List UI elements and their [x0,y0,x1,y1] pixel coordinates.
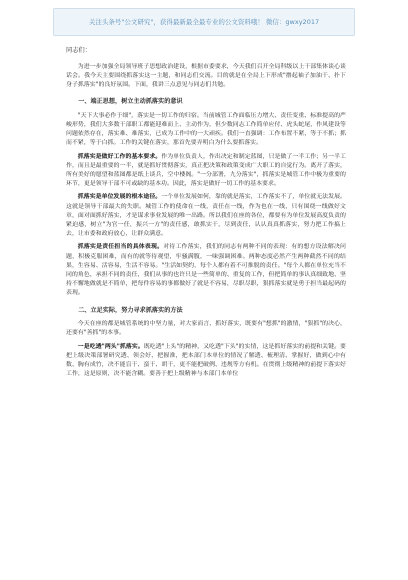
section-1-paragraph-4 [66,243,346,298]
greeting: 同志们： [66,47,91,54]
paragraph-text: 既吃透"上头"的精神，又吃透"下头"的实情，这是抓好落实的前提和关键。要把上级决策部署研究透、领会好、把握准，把本部门本单位的情况了解透、梳理清、掌握好，做到心中有数、胸有成竹，决不能盲干、蛮干、胡干，更不能把破例、违规等方有机。在贯彻上级精神的前提下落实好工作，这是原则，决不能含糊。要善于把上级精神与本部门本单位 [66,343,346,378]
paragraph-lead: 抓落实是责任担当的具体表现。 [77,244,164,251]
section-2-paragraph-2 [66,343,346,380]
paragraph-lead: 抓落实是单位发展的根本途径。 [77,194,162,201]
paragraph-text: 对待工作落实，我们的同志有两种不同的表现：有的想方设法解决问题，积极克服困难，而有的就等待观望，牢骚满腹，一味强调困难。两种态度必然产生两种截然不同的结果，生容易、活容易，生活不容易。"生活如契约，每个人都有着不可推脱的责任。"每个人都在单位充当不同的角色，承担不同的责任，我们从事的也许只是一些简单的、重复的工作，但把简单的事认真细致地、坚持不懈地做就是不简单，把每件容易的事都做好了就是不容易，尽职尽职，狠抓落实就是勇于担当最起码的表现。 [66,244,347,297]
paragraph-text: 作为单位负责人，作出决定和制定蓝图，只是做了一半工作；另一半工作，而且是最重要的一半，就是抓好贯彻落实，真正把决策和政策变成广大职工的自觉行为。离开了落实，所有美好的愿望和蓝图都是纸上谈兵，空中楼阁。"一分部署，九分落实"，抓落实是城管工作中极为重要的环节，更是领导干部不可或缺的基本功。因此，落实是做好一切工作的基本要求。 [66,153,346,188]
intro-paragraph: 为进一步加强全局领导班子思想政治建设，根据市委要求，今天我们召开全局科级以上干部集体谈心谈话会。我今天主要围绕抓落实这一主题，和同志们交流。目的就是在全局上下形成"撸起袖子加油干、扑下身子抓落实"的良好氛围。下面，我讲三点意见与同志们共勉。 [66,63,346,89]
section-2-paragraph-1: 今天在座的都是城管系统的中坚力量，对大家而言，抓好落实，既要有"想抓"的激情，"狠抓"的决心，还要有"善抓"的本事。 [66,321,346,337]
section-1-paragraph-3 [66,193,346,239]
paragraph-lead: 一是吃透"两头"抓落实。 [77,343,144,350]
header-banner: 关注头条号"公文研究"，获得最新最全最专业的公文资料哦！ 微信：gwxy2017 [53,8,355,36]
document-body [66,46,346,383]
paragraph-lead: 抓落实是做好工作的基本要求。 [77,153,162,160]
paragraph-text: 一个单位发展如何，靠的就是落实，工作落实不了，单位就无法发展。这就是领导干部最大的失职。城管工作的使命在一线，责任在一线，作为也在一线，只有围绕一线做好文章，面对面抓好落实，才是谋求事业发展的唯一出路。所以我们在座的各位，都要有为单位发展高度负责的紧迫感，树立"为官一任，振兴一方"的责任感，敢抓实干，尽到责任，认认真真抓落实，努力把工作搞上去，让市委和政府放心，让群众满意。 [66,194,346,238]
section-1-paragraph-1: "天下大事必作于细"，落实是一切工作的归宿。当前城管工作面临压力增大、责任变重、标准提高的严峻形势，我们大多数干部职工都能迎难而上、主动作为，但少数同志工作简单应付、虎头蛇尾，作风建设等问题依然存在，落实难、难落实，已成为工作中的一大顽疾。我们一直强调：工作布置不紧，等于不抓；抓而不紧，等于白抓。工作的关键在落实，那首先要弄明白为什么要抓落实。 [66,112,346,147]
section-2-heading: 二、立足实际，努力寻求抓落实的方法 [78,306,183,314]
section-1-heading: 一、端正思想，树立主动抓落实的意识 [78,98,183,106]
section-1-paragraph-2 [66,153,346,190]
